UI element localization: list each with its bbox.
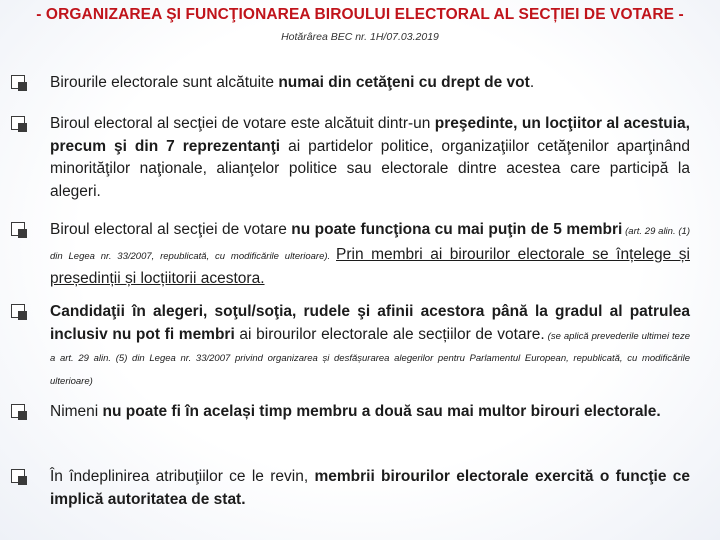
list-item-text: Candidaţii în alegeri, soţul/soţia, rudele şi afinii acestora până la gradul al patrulea inclusiv nu pot fi membri ai birourilor electorale ale secțiilor de votare. (se aplică prevederile ultimei teze a art. 29 alin. (5) din Legea nr. 33/2007 privind organizarea și desfășurarea alegerilor pentru Parlamentul European, republicată, cu modificările ulterioare) bbox=[50, 303, 691, 387]
list-item-text: Birourile electorale sunt alcătuite numai din cetăţeni cu drept de vot. bbox=[50, 74, 535, 91]
checkbox-bullet-icon bbox=[11, 222, 25, 236]
list-item bbox=[10, 301, 690, 391]
page-title: - ORGANIZAREA ŞI FUNCŢIONAREA BIROULUI ELECTORAL AL SECȚIEI DE VOTARE - bbox=[36, 6, 684, 23]
list-item-text: Biroul electoral al secţiei de votare nu poate funcţiona cu mai puţin de 5 membri (art. 29 alin. (1) din Legea nr. 33/2007, republicată, cu modificările ulterioare). Prin membri ai birourilor electorale se înțelege și președinții și locțiitorii acestora. bbox=[50, 221, 690, 287]
list-item bbox=[10, 466, 690, 511]
page-subtitle: Hotărârea BEC nr. 1H/07.03.2019 bbox=[281, 31, 439, 43]
list-item-text: Biroul electoral al secţiei de votare este alcătuit dintr-un preşedinte, un locţiitor al acestuia, precum şi din 7 reprezentanţi ai partidelor politice, organizaţiilor cetăţenilor aparţinând minorităţilor naţionale, alianţelor politice sau electorale dintre acestea care participă la alegeri. bbox=[50, 115, 690, 200]
checkbox-bullet-icon bbox=[11, 116, 25, 130]
checkbox-bullet-icon bbox=[11, 304, 25, 318]
list-item-text: Nimeni nu poate fi în același timp membru a două sau mai multor birouri electorale. bbox=[50, 403, 661, 420]
list-item bbox=[10, 219, 690, 291]
checkbox-bullet-icon bbox=[11, 404, 25, 418]
list-item bbox=[10, 113, 690, 203]
list-item bbox=[10, 72, 690, 95]
checkbox-bullet-icon bbox=[11, 75, 25, 89]
checkbox-bullet-icon bbox=[11, 469, 25, 483]
list-item bbox=[10, 401, 690, 424]
list-item-text: În îndeplinirea atribuţiilor ce le revin, membrii birourilor electorale exercită o funcţie ce implică autoritatea de stat. bbox=[50, 468, 690, 508]
